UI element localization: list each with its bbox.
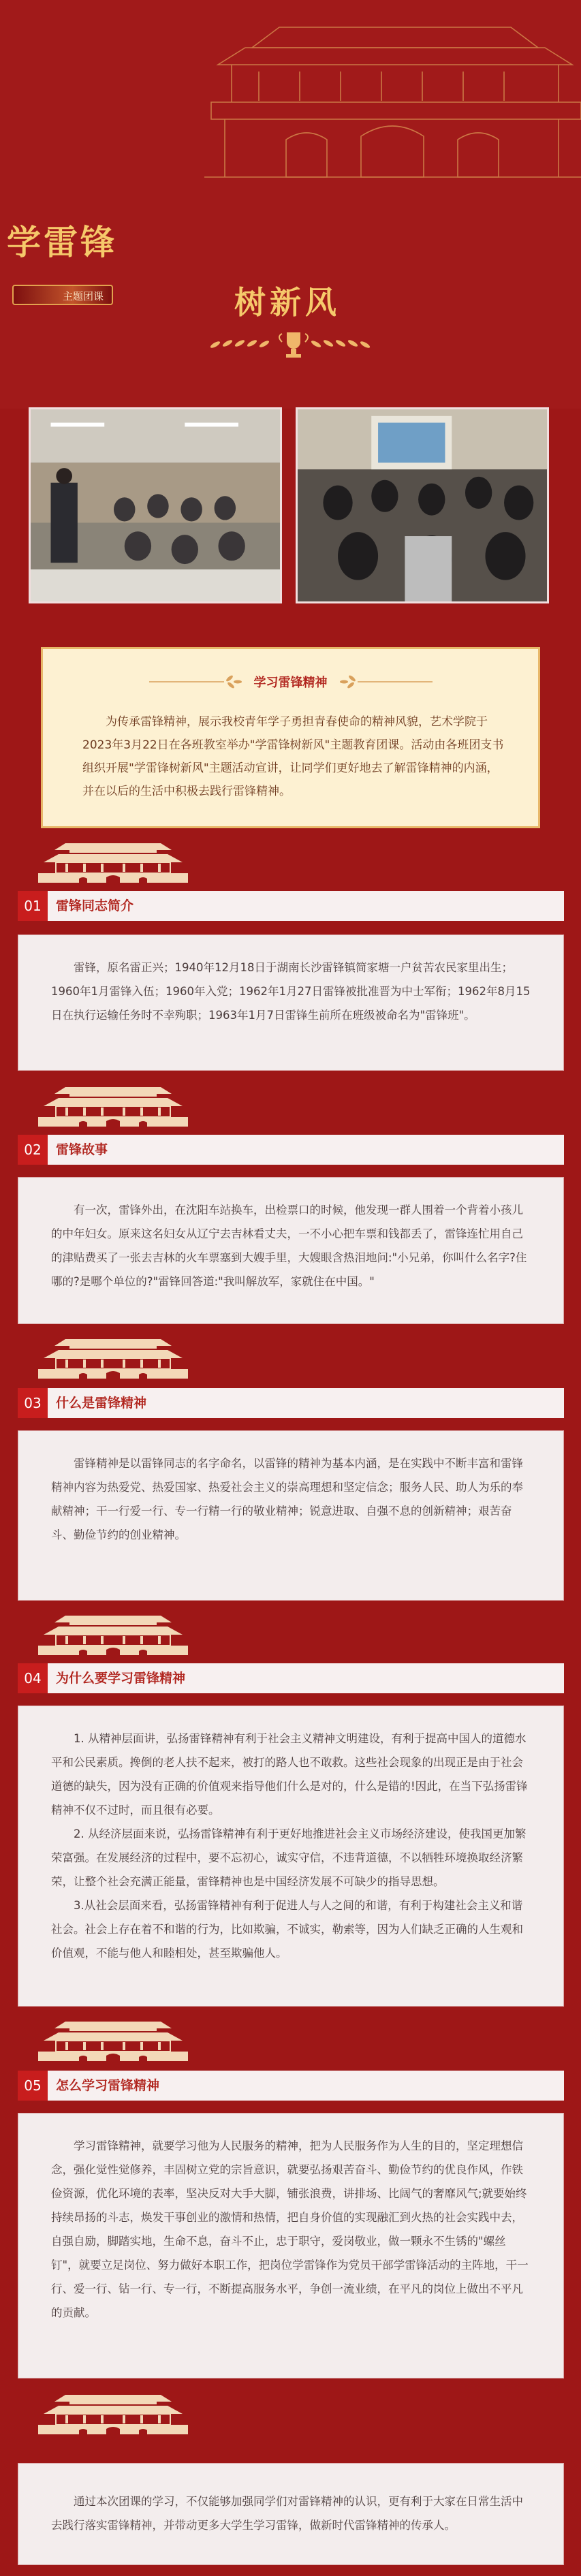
- section-title: 雷锋故事: [56, 1142, 108, 1157]
- section-paragraph: 学习雷锋精神，就要学习他为人民服务的精神，把为人民服务作为人生的目的，坚定理想信念，强化觉性觉修养，丰固树立党的宗旨意识，就要弘扬艰苦奋斗、勤俭节约的优良作风，作铁俭资源，优化环境的表率，坚决反对大手大脚，铺张浪费，讲排场、比阔气的奢靡风气;就要始终持续昂扬的斗志，焕发干事创业的激情和热情，把自身价值的实现融汇到火热的社会实践中去，自强自励，脚踏实地，生命不息，奋斗不止，忠于职守，爱岗敬业，做一颗永不生锈的"螺丝钉"，就要立足岗位、努力做好本职工作，把岗位学雷锋作为党员干部学雷锋活动的主阵地，干一行、爱一行、钻一行、专一行，不断提高服务水平，争创一流业绩，在平凡的岗位上做出不平凡的贡献。: [51, 2139, 529, 2319]
- section-body: [18, 2113, 564, 2378]
- section-paragraph: 雷锋，原名雷正兴；1940年12月18日于湖南长沙雷锋镇简家塘一户贫苦农民家里出生；1960年1月雷锋入伍；1960年入党；1962年1月27日雷锋被批准晋为中士军衔；1962年8月15日在执行运输任务时不幸殉职；1963年1月7日雷锋生前所在班级被命名为"雷锋班"。: [51, 961, 531, 1022]
- section-paragraph: 2. 从经济层面来说，弘扬雷锋精神有利于更好地推进社会主义市场经济建设，使我国更加繁荣富强。在发展经济的过程中，要不忘初心，诚实守信，不违背道德，不以牺牲环境换取经济繁荣，让整个社会充满正能量，雷锋精神也是中国经济发展不可缺少的指导思想。: [51, 1827, 527, 1888]
- section-header: [18, 1663, 564, 1693]
- section-header: [18, 1388, 564, 1418]
- section-title: 为什么要学习雷锋精神: [56, 1671, 186, 1686]
- section-title: 什么是雷锋精神: [56, 1396, 147, 1411]
- section-paragraph: 3.从社会层面来看，弘扬雷锋精神有利于促进人与人之间的和谐，有利于构建社会主义和谐社会。社会上存在着不和谐的行为，比如欺骗，不诚实，勒索等，因为人们缺乏正确的人生观和价值观，不能与他人和睦相处，甚至欺骗他人。: [51, 1899, 523, 1960]
- tiananmen-outline-decoration: [204, 0, 581, 204]
- classroom-photo-lecture: [29, 407, 282, 603]
- laurel-right-icon: [337, 672, 433, 692]
- section-number: 01: [18, 891, 48, 921]
- hero-title-right: 树新风: [234, 284, 341, 321]
- section-title: 雷锋同志简介: [56, 898, 134, 913]
- intro-paragraph: 为传承雷锋精神，展示我校青年学子勇担青春使命的精神风貌，艺术学院于2023年3月22日在各班教室举办"学雷锋树新风"主题教育团课。活动由各班团支书组织开展"学雷锋树新风"主题活动宣讲，让同学们更好地去了解雷锋精神的内涵，并在以后的生活中积极去践行雷锋精神。: [82, 715, 504, 798]
- gate-icon: [38, 1082, 188, 1129]
- section-body: [18, 1177, 564, 1324]
- section-header: [18, 891, 564, 921]
- laurel-left-icon: [149, 672, 245, 692]
- section-paragraph: 有一次，雷锋外出，在沈阳车站换车，出检票口的时候，他发现一群人围着一个背着小孩儿的中年妇女。原来这名妇女从辽宁去吉林看丈夫，一不小心把车票和钱都丢了，雷锋连忙用自己的津贴费买了一张去吉林的火车票塞到大嫂手里，大嫂眼含热泪地问:"小兄弟，你叫什么名字?住哪的?是哪个单位的?"雷锋回答道:"我叫解放军，家就住在中国。": [51, 1204, 527, 1288]
- gate-icon: [38, 2016, 188, 2064]
- intro-card: [41, 647, 540, 828]
- section-paragraph: 雷锋精神是以雷锋同志的名字命名，以雷锋的精神为基本内涵，是在实践中不断丰富和雷锋精神内容为热爱党、热爱国家、热爱社会主义的崇高理想和坚定信念；服务人民、助人为乐的奉献精神；干一行爱一行、专一行精一行的敬业精神；锐意进取、自强不息的创新精神；艰苦奋斗、勤俭节约的创业精神。: [51, 1457, 523, 1541]
- section-body: [18, 1430, 564, 1601]
- section-header: [18, 2071, 564, 2101]
- hero-title-left: 学雷锋: [7, 222, 117, 262]
- gate-icon: [38, 1610, 188, 1658]
- closing-body: [18, 2463, 564, 2565]
- section-paragraph: 1. 从精神层面讲，弘扬雷锋精神有利于社会主义精神文明建设，有利于提高中国人的道德水平和公民素质。搀倒的老人扶不起来，被打的路人也不敢救。这些社会现象的出现正是由于社会道德的缺失，因为没有正确的价值观来指导他们什么是对的，什么是错的!因此，在当下弘扬雷锋精神不仅不过时，而且很有必要。: [51, 1732, 528, 1817]
- gate-icon: [38, 838, 188, 885]
- intro-heading: 学习雷锋精神: [253, 676, 328, 690]
- section-number: 03: [18, 1388, 48, 1418]
- section-number: 02: [18, 1135, 48, 1165]
- theme-class-tag: 主题团课: [12, 285, 113, 305]
- closing-paragraph: 通过本次团课的学习，不仅能够加强同学们对雷锋精神的认识，更有利于大家在日常生活中去践行落实雷锋精神，并带动更多大学生学习雷锋，做新时代雷锋精神的传承人。: [51, 2495, 523, 2532]
- gate-icon: [38, 1334, 188, 1381]
- intro-heading-row: [43, 668, 538, 695]
- section-number: 05: [18, 2071, 48, 2101]
- section-number: 04: [18, 1663, 48, 1693]
- hero-banner: [0, 0, 581, 409]
- section-body: [18, 1706, 564, 2007]
- gate-icon: [38, 2389, 188, 2437]
- classroom-photo-students: [296, 407, 549, 603]
- section-body: [18, 934, 564, 1071]
- section-title: 怎么学习雷锋精神: [56, 2078, 160, 2093]
- trophy-laurel-icon: [202, 324, 379, 365]
- section-header: [18, 1135, 564, 1165]
